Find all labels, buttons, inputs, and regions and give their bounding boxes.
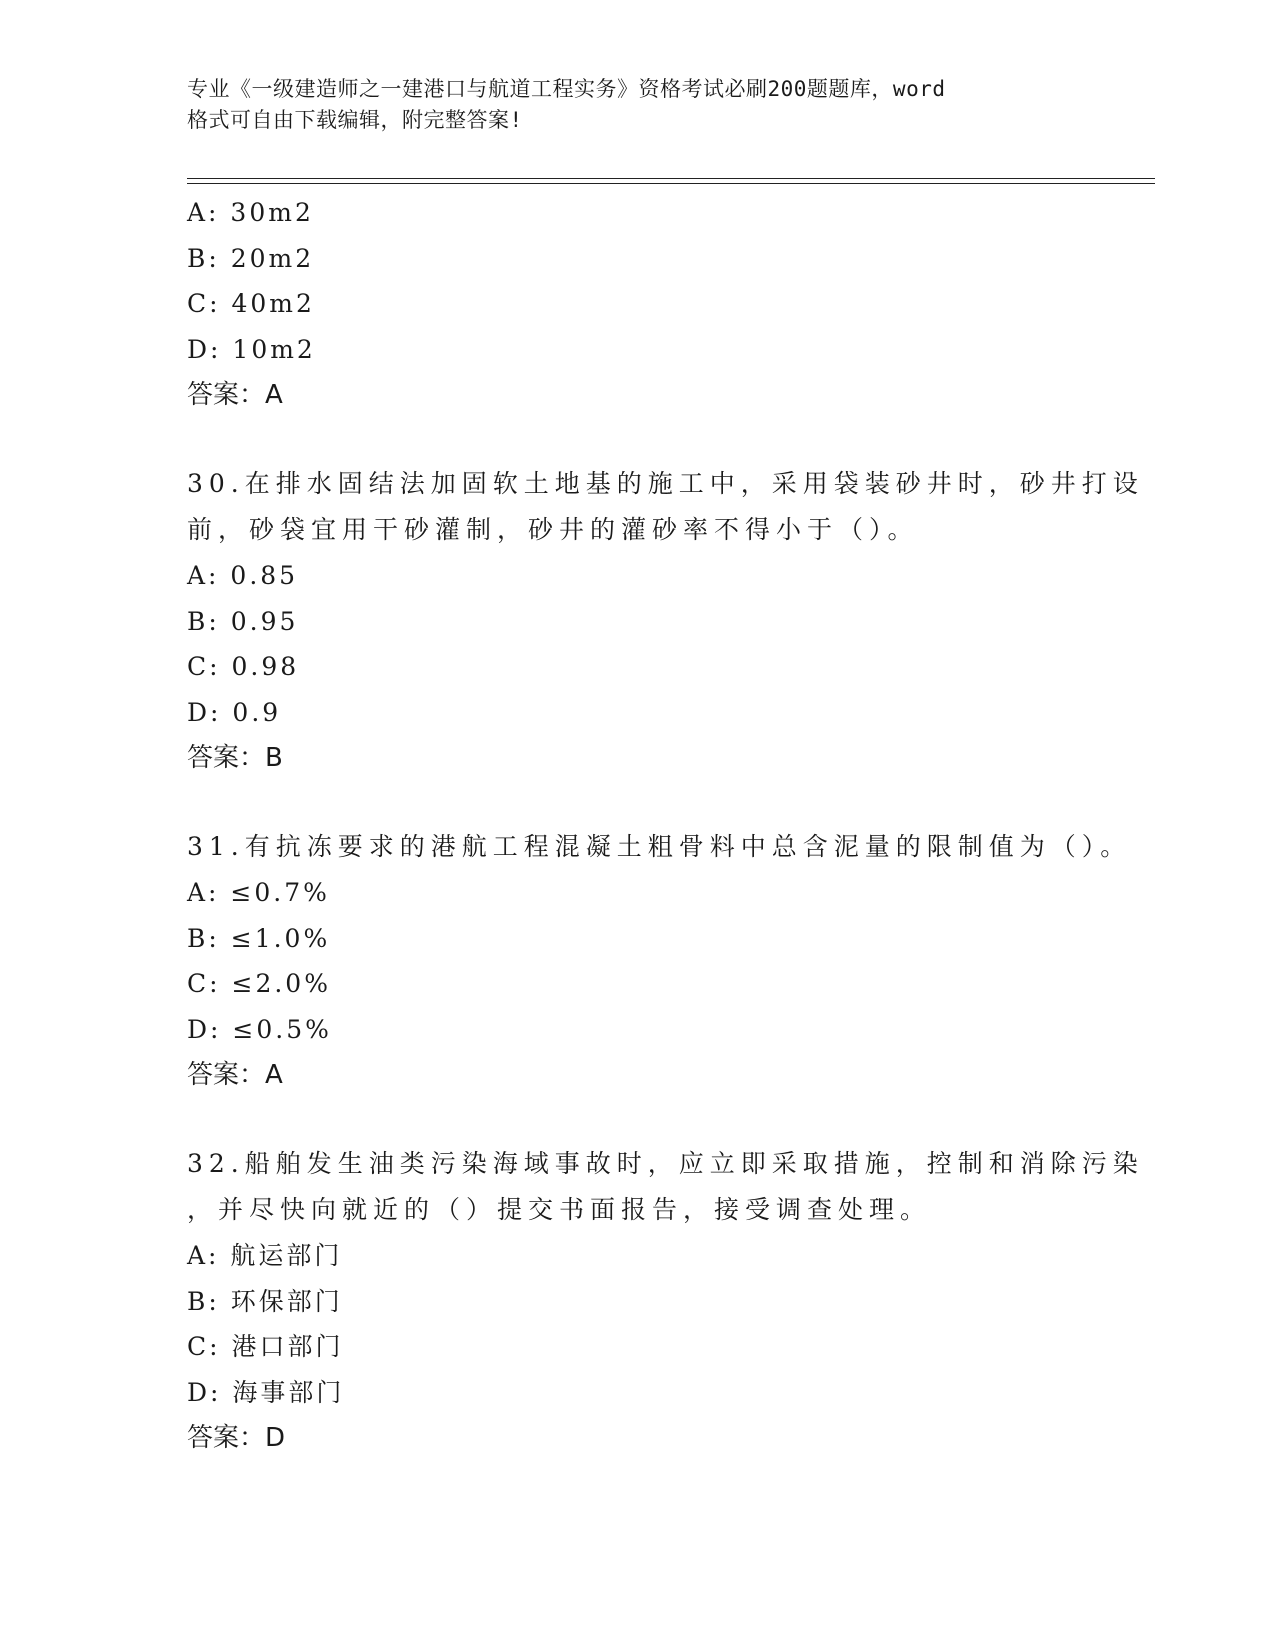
option-d: D: ≤0.5% (187, 1014, 332, 1044)
option-c: C: 0.98 (187, 652, 300, 681)
stem-line-1: 32.船舶发生油类污染海域事故时，应立即采取措施，控制和消除污染 (187, 1149, 1144, 1178)
header-divider-bottom (187, 183, 1155, 184)
option-a: A: ≤0.7% (187, 878, 330, 907)
question-30 (187, 461, 1144, 781)
header-line-2: 格式可自由下载编辑，附完整答案! (187, 108, 523, 132)
question-32 (187, 1141, 1144, 1461)
stem-line-2: 前，砂袋宜用干砂灌制，砂井的灌砂率不得小于（）。 (187, 515, 919, 544)
question-29 (187, 190, 1107, 418)
question-31 (187, 824, 1132, 1098)
question-stem (187, 1141, 1144, 1233)
question-spacer (187, 418, 1107, 461)
option-b: B: 环保部门 (187, 1286, 343, 1316)
stem-line-1: 30.在排水固结法加固软土地基的施工中，采用袋装砂井时，砂井打设 (187, 469, 1144, 498)
option-a: A: 航运部门 (187, 1241, 343, 1270)
option-a: A: 0.85 (187, 561, 299, 590)
option-a: A: 30m2 (187, 198, 314, 227)
question-list (187, 190, 1144, 1461)
option-d: D: 海事部门 (187, 1377, 345, 1407)
option-c: C: 40m2 (187, 289, 315, 318)
question-spacer (187, 1098, 1107, 1141)
answer-line: 答案：A (187, 380, 283, 410)
option-d: D: 0.9 (187, 697, 282, 727)
option-d: D: 10m2 (187, 334, 316, 364)
question-stem (187, 461, 1144, 553)
document-header (187, 74, 1087, 136)
stem-line-1: 31.有抗冻要求的港航工程混凝土粗骨料中总含泥量的限制值为（）。 (187, 832, 1132, 861)
header-divider-top (187, 178, 1155, 179)
option-c: C: ≤2.0% (187, 969, 331, 998)
option-b: B: 20m2 (187, 243, 315, 273)
answer-line: 答案：A (187, 1060, 283, 1090)
option-c: C: 港口部门 (187, 1332, 344, 1361)
option-b: B: ≤1.0% (187, 923, 331, 953)
answer-line: 答案：B (187, 743, 283, 773)
option-b: B: 0.95 (187, 606, 299, 636)
question-stem (187, 824, 1132, 870)
header-line-1: 专业《一级建造师之一建港口与航道工程实务》资格考试必刷200题题库，word (187, 77, 946, 101)
question-spacer (187, 781, 1107, 824)
stem-line-2: ，并尽快向就近的（）提交书面报告，接受调查处理。 (187, 1195, 932, 1224)
answer-line: 答案：D (187, 1423, 286, 1453)
